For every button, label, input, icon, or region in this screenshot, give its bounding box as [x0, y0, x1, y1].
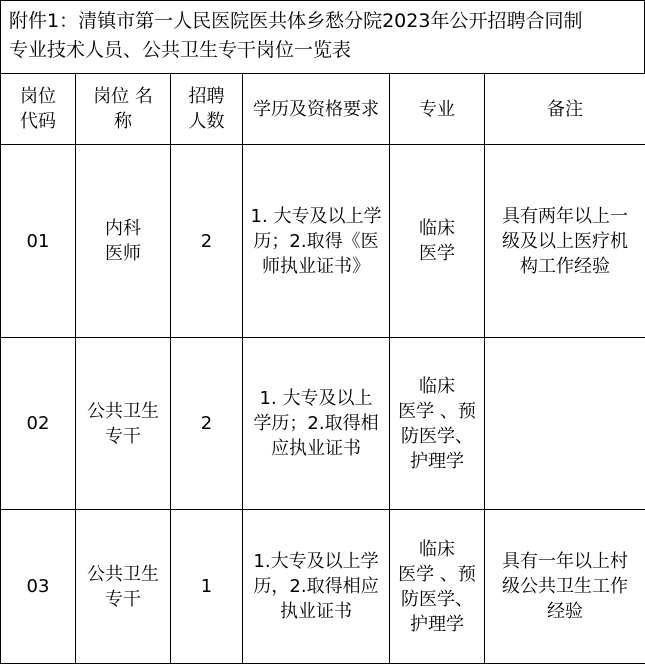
cell-remark: 具有一年以上村 级公共卫生工作 经验 [485, 510, 645, 664]
cell-name: 内科 医师 [76, 145, 171, 338]
header-requirements: 学历及资格要求 [243, 74, 390, 145]
cell-code: 01 [1, 145, 76, 338]
cell-remark [485, 338, 645, 510]
cell-major: 临床 医学 、预 防医学、 护理学 [390, 338, 485, 510]
table-row [1, 145, 645, 338]
header-position-code: 岗位 代码 [1, 74, 76, 145]
cell-name: 公共卫生 专干 [76, 510, 171, 664]
table-header-row [1, 74, 645, 145]
cell-major: 临床 医学 、预 防医学、 护理学 [390, 510, 485, 664]
positions-table [0, 73, 645, 664]
document-title [0, 0, 645, 74]
header-position-name: 岗位 名 称 [76, 74, 171, 145]
cell-count: 1 [171, 510, 243, 664]
cell-major: 临床 医学 [390, 145, 485, 338]
header-remark: 备注 [485, 74, 645, 145]
title-line-2: 专业技术人员、公共卫生专干岗位一览表 [9, 36, 636, 65]
cell-remark: 具有两年以上一 级及以上医疗机 构工作经验 [485, 145, 645, 338]
cell-count: 2 [171, 145, 243, 338]
cell-code: 02 [1, 338, 76, 510]
cell-count: 2 [171, 338, 243, 510]
table-row [1, 510, 645, 664]
cell-name: 公共卫生 专干 [76, 338, 171, 510]
cell-requirements: 1. 大专及以上学 历；2.取得《医 师执业证书》 [243, 145, 390, 338]
cell-requirements: 1. 大专及以上 学历；2.取得相 应执业证书 [243, 338, 390, 510]
cell-code: 03 [1, 510, 76, 664]
header-hire-count: 招聘 人数 [171, 74, 243, 145]
cell-requirements: 1.大专及以上学 历，2.取得相应 执业证书 [243, 510, 390, 664]
header-major: 专业 [390, 74, 485, 145]
title-line-1: 附件1：清镇市第一人民医院医共体乡愁分院2023年公开招聘合同制 [9, 7, 636, 36]
table-row [1, 338, 645, 510]
